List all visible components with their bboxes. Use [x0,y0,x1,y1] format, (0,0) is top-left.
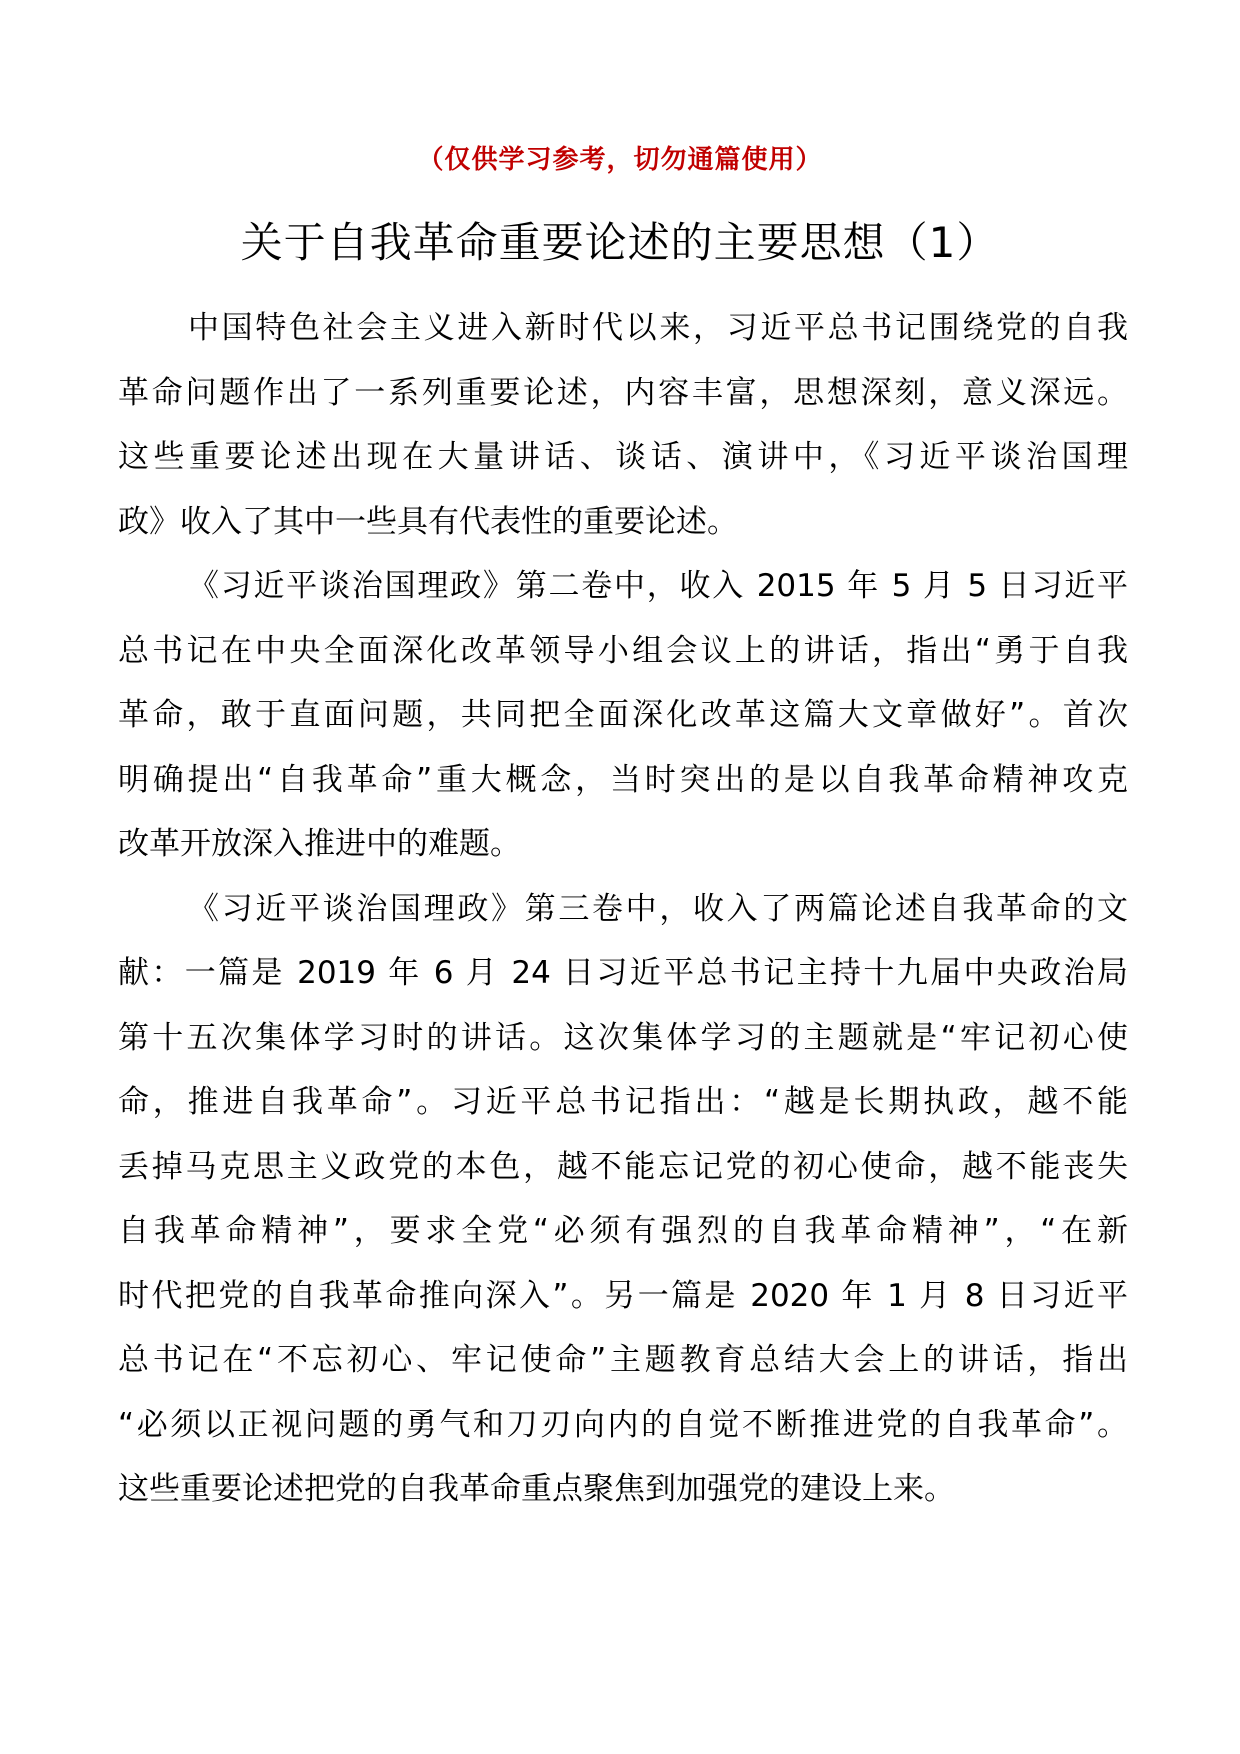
paragraph-line: 总书记在中央全面深化改革领导小组会议上的讲话，指出“勇于自我 [118,632,1128,669]
paragraph-line: 政》收入了其中一些具有代表性的重要论述。 [118,503,738,540]
paragraph-line: 革命，敢于直面问题，共同把全面深化改革这篇大文章做好”。首次 [118,697,1128,733]
paragraph-line: “必须以正视问题的勇气和刀刃向内的自觉不断推进党的自我革命”。 [118,1406,1128,1443]
paragraph-line: 总书记在“不忘初心、牢记使命”主题教育总结大会上的讲话，指出 [118,1342,1128,1378]
paragraph-line: 《习近平谈治国理政》第三卷中，收入了两篇论述自我革命的文 [188,890,1128,927]
paragraph-line: 《习近平谈治国理政》第二卷中，收入 2015 年 5 月 5 日习近平 [188,568,1128,604]
paragraph-line: 中国特色社会主义进入新时代以来，习近平总书记围绕党的自我 [188,310,1128,346]
paragraph-line: 自我革命精神”，要求全党“必须有强烈的自我革命精神”，“在新 [118,1213,1128,1249]
document-body [118,296,1128,1522]
paragraph-line: 丢掉马克思主义政党的本色，越不能忘记党的初心使命，越不能丧失 [118,1148,1128,1185]
paragraph-line: 这些重要论述把党的自我革命重点聚焦到加强党的建设上来。 [118,1471,955,1507]
usage-notice: （仅供学习参考，切勿通篇使用） [417,145,823,175]
paragraph-line: 第十五次集体学习时的讲话。这次集体学习的主题就是“牢记初心使 [118,1019,1128,1056]
paragraph-line: 明确提出“自我革命”重大概念，当时突出的是以自我革命精神攻克 [118,761,1128,798]
paragraph-line: 时代把党的自我革命推向深入”。另一篇是 2020 年 1 月 8 日习近平 [118,1277,1128,1314]
paragraph-line: 命，推进自我革命”。习近平总书记指出：“越是长期执政，越不能 [118,1084,1128,1120]
paragraph-line: 献：一篇是 2019 年 6 月 24 日习近平总书记主持十九届中央政治局 [118,955,1128,991]
document-title: 关于自我革命重要论述的主要思想（1） [240,218,1000,267]
paragraph-line: 改革开放深入推进中的难题。 [118,826,521,862]
paragraph-line: 这些重要论述出现在大量讲话、谈话、演讲中，《习近平谈治国理 [118,439,1128,475]
paragraph-line: 革命问题作出了一系列重要论述，内容丰富，思想深刻，意义深远。 [118,374,1128,411]
